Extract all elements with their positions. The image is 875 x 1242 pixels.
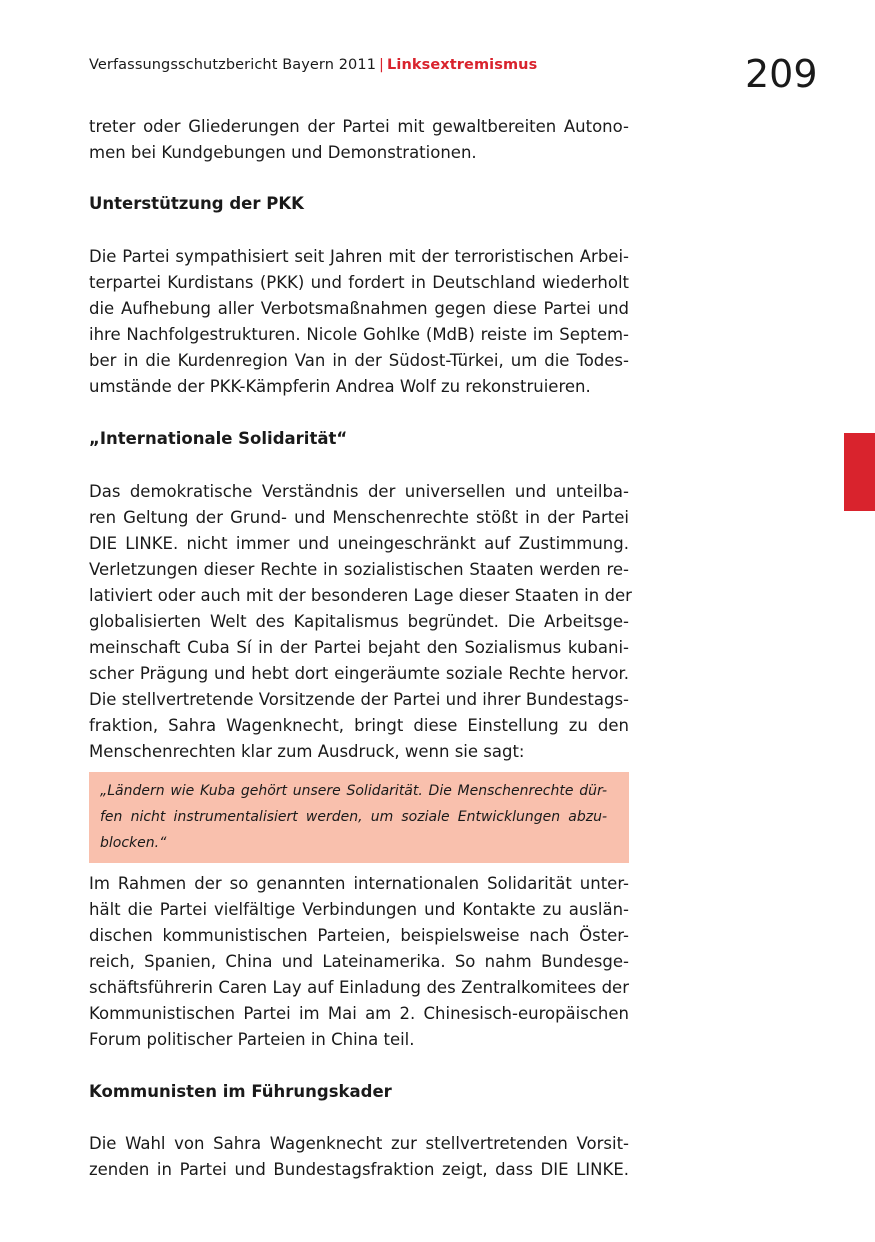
paragraph-line: Kommunistischen Partei im Mai am 2. Chinesisch-europäischen <box>89 1004 629 1023</box>
paragraph-line: lativiert oder auch mit der besonderen Lage dieser Staaten in der <box>89 586 632 605</box>
header-separator: | <box>379 57 385 73</box>
paragraph-line: ren Geltung der Grund- und Menschenrechte stößt in der Partei <box>89 508 629 527</box>
paragraph-line: Die Partei sympathisiert seit Jahren mit der terroristischen Arbei- <box>89 247 629 266</box>
paragraph-line: men bei Kundgebungen und Demonstrationen. <box>89 143 477 162</box>
quote-line: „Ländern wie Kuba gehört unsere Solidarität. Die Menschenrechte dür- <box>100 783 607 799</box>
section-heading: Unterstützung der PKK <box>89 194 304 213</box>
paragraph-line: reich, Spanien, China und Lateinamerika. So nahm Bundesge- <box>89 952 629 971</box>
paragraph-line: Forum politischer Parteien in China teil. <box>89 1030 415 1049</box>
paragraph-line: ber in die Kurdenregion Van in der Südost-Türkei, um die Todes- <box>89 351 629 370</box>
paragraph-line: ihre Nachfolgestrukturen. Nicole Gohlke (MdB) reiste im Septem- <box>89 325 629 344</box>
paragraph-line: Das demokratische Verständnis der universellen und unteilba- <box>89 482 629 501</box>
page-number: 209 <box>745 52 818 96</box>
paragraph-line: terpartei Kurdistans (PKK) und fordert in Deutschland wiederholt <box>89 273 629 292</box>
chapter-tab-marker <box>844 433 875 511</box>
paragraph-line: Im Rahmen der so genannten internationalen Solidarität unter- <box>89 874 629 893</box>
paragraph-line: Verletzungen dieser Rechte in sozialistischen Staaten werden re- <box>89 560 629 579</box>
paragraph-line: fraktion, Sahra Wagenknecht, bringt diese Einstellung zu den <box>89 716 629 735</box>
section-heading: „Internationale Solidarität“ <box>89 429 348 448</box>
paragraph-line: Menschenrechten klar zum Ausdruck, wenn sie sagt: <box>89 742 525 761</box>
section-heading: Kommunisten im Führungskader <box>89 1082 392 1101</box>
paragraph-line: DIE LINKE. nicht immer und uneingeschränkt auf Zustimmung. <box>89 534 629 553</box>
paragraph-line: zenden in Partei und Bundestagsfraktion zeigt, dass DIE LINKE. <box>89 1160 629 1179</box>
paragraph-line: globalisierten Welt des Kapitalismus begründet. Die Arbeitsge- <box>89 612 629 631</box>
publication-title: Verfassungsschutzbericht Bayern 2011 <box>89 57 377 73</box>
quote-box <box>89 772 629 863</box>
paragraph-line: Die stellvertretende Vorsitzende der Partei und ihrer Bundestags- <box>89 690 629 709</box>
paragraph-line: scher Prägung und hebt dort eingeräumte soziale Rechte hervor. <box>89 664 629 683</box>
paragraph-line: dischen kommunistischen Parteien, beispielsweise nach Öster- <box>89 926 629 945</box>
paragraph-line: die Aufhebung aller Verbotsmaßnahmen gegen diese Partei und <box>89 299 629 318</box>
quote-line: fen nicht instrumentalisiert werden, um soziale Entwicklungen abzu- <box>100 809 607 825</box>
quote-line: blocken.“ <box>100 835 167 851</box>
paragraph-line: hält die Partei vielfältige Verbindungen und Kontakte zu auslän- <box>89 900 629 919</box>
paragraph-line: meinschaft Cuba Sí in der Partei bejaht den Sozialismus kubani- <box>89 638 629 657</box>
running-head <box>89 57 537 73</box>
paragraph-line: Die Wahl von Sahra Wagenknecht zur stellvertretenden Vorsit- <box>89 1134 629 1153</box>
section-title: Linksextremismus <box>387 57 538 73</box>
paragraph-line: schäftsführerin Caren Lay auf Einladung des Zentralkomitees der <box>89 978 629 997</box>
paragraph-line: treter oder Gliederungen der Partei mit gewaltbereiten Autono- <box>89 117 629 136</box>
paragraph-line: umstände der PKK-Kämpferin Andrea Wolf zu rekonstruieren. <box>89 377 591 396</box>
